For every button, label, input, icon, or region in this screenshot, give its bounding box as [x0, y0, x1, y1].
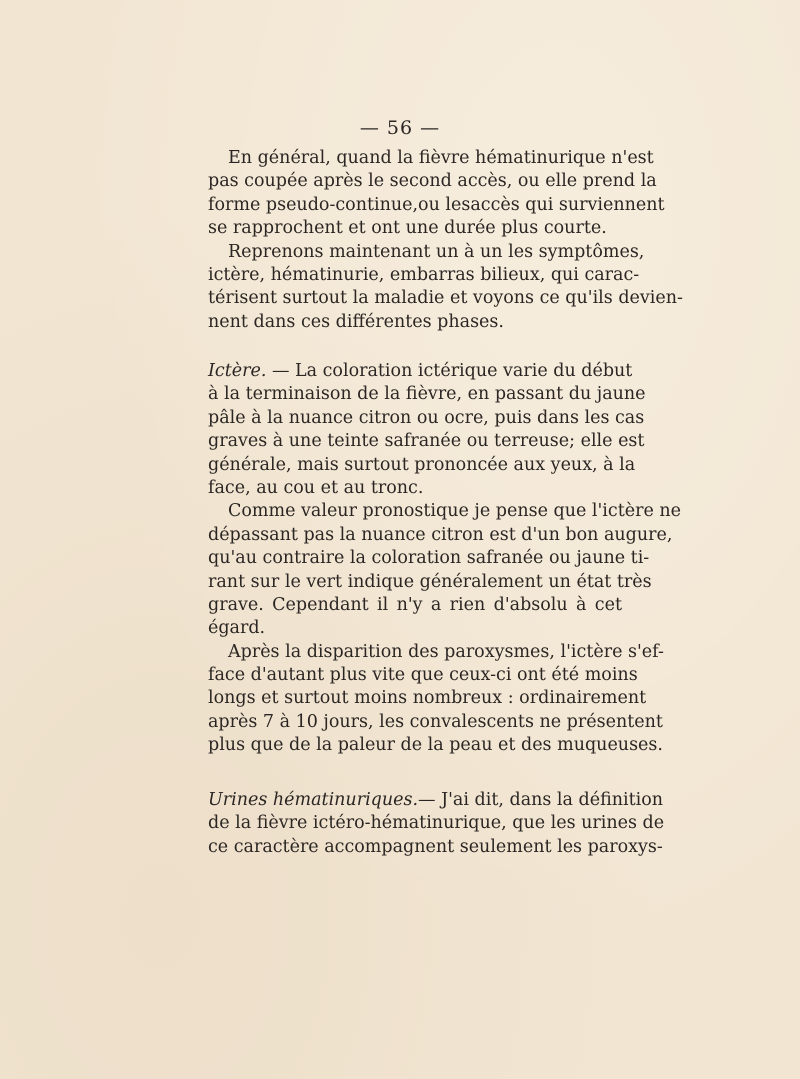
text-line: dépassant pas la nuance citron est d'un bon augure, [208, 524, 673, 545]
text-line: face d'autant plus vite que ceux-ci ont été moins [208, 665, 638, 686]
text-line [208, 789, 664, 812]
text-line: de la fièvre ictéro-hématinurique, que les urines de [208, 813, 665, 834]
text-line: après 7 à 10 jours, les convalescents ne présentent [208, 711, 663, 732]
text-line: se rapprochent et ont une durée plus courte. [208, 218, 607, 239]
text-line: forme pseudo-continue,ou lesaccès qui surviennent [208, 194, 665, 215]
text-line: longs et surtout moins nombreux : ordinairement [208, 688, 647, 709]
text-line: ictère, hématinurie, embarras bilieux, qui carac- [208, 264, 640, 285]
text-block-middle [208, 360, 681, 758]
text-line: ce caractère accompagnent seulement les paroxys- [208, 836, 663, 857]
text-line: En général, quand la fièvre hématinurique n'est [228, 148, 654, 168]
text-line: pâle à la nuance citron ou ocre, puis dans les cas [208, 407, 645, 428]
text-line: térisent surtout la maladie et voyons ce qu'ils devien- [208, 288, 683, 309]
paragraph [208, 641, 664, 758]
text-line: pas coupée après le second accès, ou elle prend la [208, 171, 657, 192]
paragraph [208, 500, 681, 640]
text-line: qu'au contraire la coloration safranée ou jaune ti- [208, 548, 650, 569]
text-line: grave. Cependant il n'y a rien d'absolu à cet [208, 594, 622, 615]
paragraph [208, 147, 665, 241]
text-line: à la terminaison de la fièvre, en passant du jaune [208, 384, 646, 405]
paragraph-ictere [208, 360, 646, 500]
text-block-bottom [208, 789, 665, 859]
text-line: égard. [208, 618, 266, 639]
text-line: Reprenons maintenant un à un les symptômes, [228, 241, 645, 262]
text-line: nent dans ces différentes phases. [208, 311, 504, 332]
text-line-rest: — J'ai dit, dans la définition [418, 790, 664, 810]
text-line: générale, mais surtout prononcée aux yeux, à la [208, 454, 636, 475]
page-number: — 56 — [359, 117, 441, 139]
section-heading-urines: Urines hématinuriques. [208, 790, 419, 810]
text-block-top [208, 147, 683, 334]
text-line: face, au cou et au tronc. [208, 477, 424, 498]
text-line: rant sur le vert indique généralement un état très [208, 571, 652, 592]
text-line [208, 360, 633, 383]
section-heading-ictere: Ictère. [208, 361, 267, 381]
text-line: Comme valeur pronostique je pense que l'ictère ne [228, 501, 681, 522]
paragraph [208, 241, 683, 335]
text-line: Après la disparition des paroxysmes, l'ictère s'ef- [228, 641, 664, 662]
paragraph-urines [208, 789, 665, 859]
text-line: graves à une teinte safranée ou terreuse; elle est [208, 431, 645, 452]
text-line: plus que de la paleur de la peau et des muqueuses. [208, 735, 663, 756]
text-line-rest: — La coloration ictérique varie du début [266, 361, 633, 381]
